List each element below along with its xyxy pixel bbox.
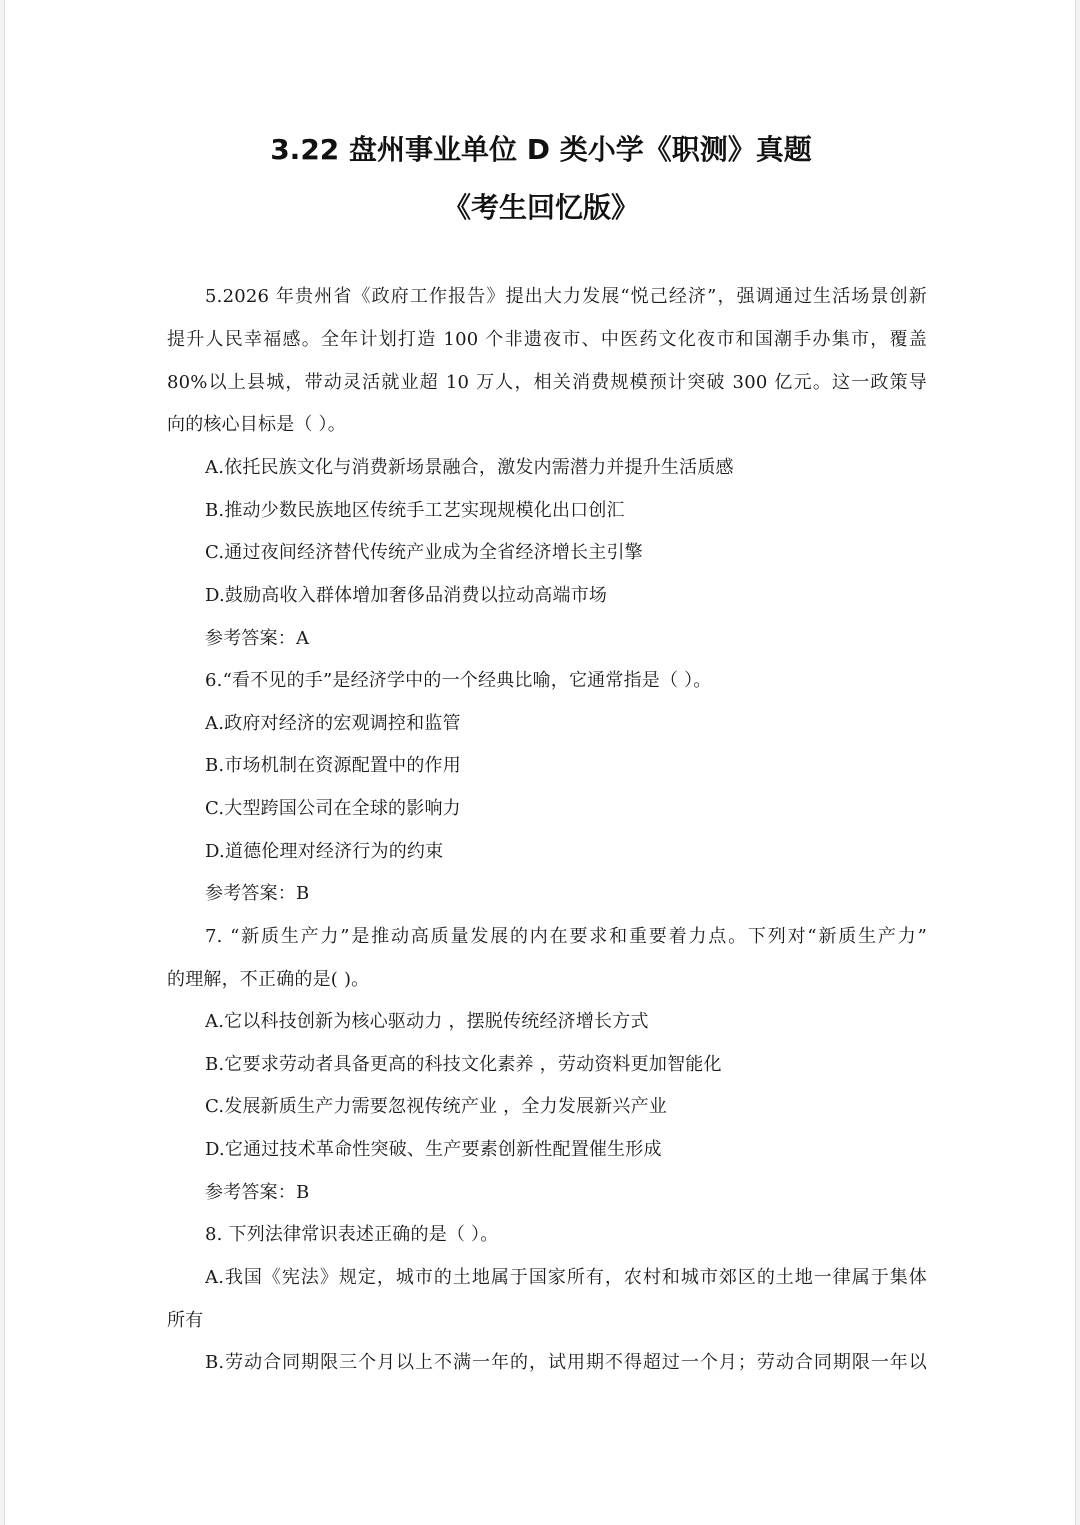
question-6-option-d: D.道德伦理对经济行为的约束: [205, 841, 444, 862]
question-5-line-1: 5.2026 年贵州省《政府工作报告》提出大力发展“悦己经济”，强调通过生活场景创新: [205, 286, 927, 307]
question-6-line-1: 6.“看不见的手”是经济学中的一个经典比喻，它通常指是（ ）。: [205, 670, 712, 691]
page-title: 3.22 盘州事业单位 D 类小学《职测》真题: [270, 133, 812, 166]
question-5-option-b: B.推动少数民族地区传统手工艺实现规模化出口创汇: [205, 500, 625, 521]
question-7-option-a: A.它以科技创新为核心驱动力 ，摆脱传统经济增长方式: [205, 1011, 649, 1032]
question-5-option-a: A.依托民族文化与消费新场景融合，激发内需潜力并提升生活质感: [205, 457, 734, 478]
question-7-answer: 参考答案：B: [205, 1182, 310, 1203]
question-8-option-b: B.劳动合同期限三个月以上不满一年的，试用期不得超过一个月；劳动合同期限一年以: [205, 1352, 927, 1373]
question-5-answer: 参考答案：A: [205, 628, 310, 649]
question-8-option-a: A.我国《宪法》规定，城市的土地属于国家所有，农村和城市郊区的土地一律属于集体: [205, 1267, 927, 1288]
question-7-line-1: 7. “新质生产力”是推动高质量发展的内在要求和重要着力点。下列对“新质生产力”: [205, 926, 927, 947]
question-6-option-b: B.市场机制在资源配置中的作用: [205, 755, 461, 776]
question-6-option-c: C.大型跨国公司在全球的影响力: [205, 798, 461, 819]
question-8-option-a-cont: 所有: [167, 1310, 204, 1331]
question-7-line-2: 的理解，不正确的是( )。: [167, 969, 370, 990]
question-5-line-2: 提升人民幸福感。全年计划打造 100 个非遗夜市、中医药文化夜市和国潮手办集市，覆盖: [167, 329, 927, 350]
document-page: [4, 0, 1076, 1525]
question-7-option-b: B.它要求劳动者具备更高的科技文化素养 ，劳动资料更加智能化: [205, 1054, 722, 1075]
question-5-option-c: C.通过夜间经济替代传统产业成为全省经济增长主引擎: [205, 542, 643, 563]
question-6-answer: 参考答案：B: [205, 883, 310, 904]
question-8-line-1: 8. 下列法律常识表述正确的是（ ）。: [205, 1224, 499, 1245]
page-subtitle: 《考生回忆版》: [442, 191, 639, 224]
question-6-option-a: A.政府对经济的宏观调控和监管: [205, 713, 461, 734]
question-5-line-4: 向的核心目标是（ ）。: [167, 414, 346, 435]
question-7-option-d: D.它通过技术革命性突破、生产要素创新性配置催生形成: [205, 1139, 662, 1160]
question-5-line-3: 80%以上县城，带动灵活就业超 10 万人，相关消费规模预计突破 300 亿元。这一政策导: [167, 372, 927, 393]
question-5-option-d: D.鼓励高收入群体增加奢侈品消费以拉动高端市场: [205, 585, 608, 606]
question-7-option-c: C.发展新质生产力需要忽视传统产业 ，全力发展新兴产业: [205, 1096, 667, 1117]
